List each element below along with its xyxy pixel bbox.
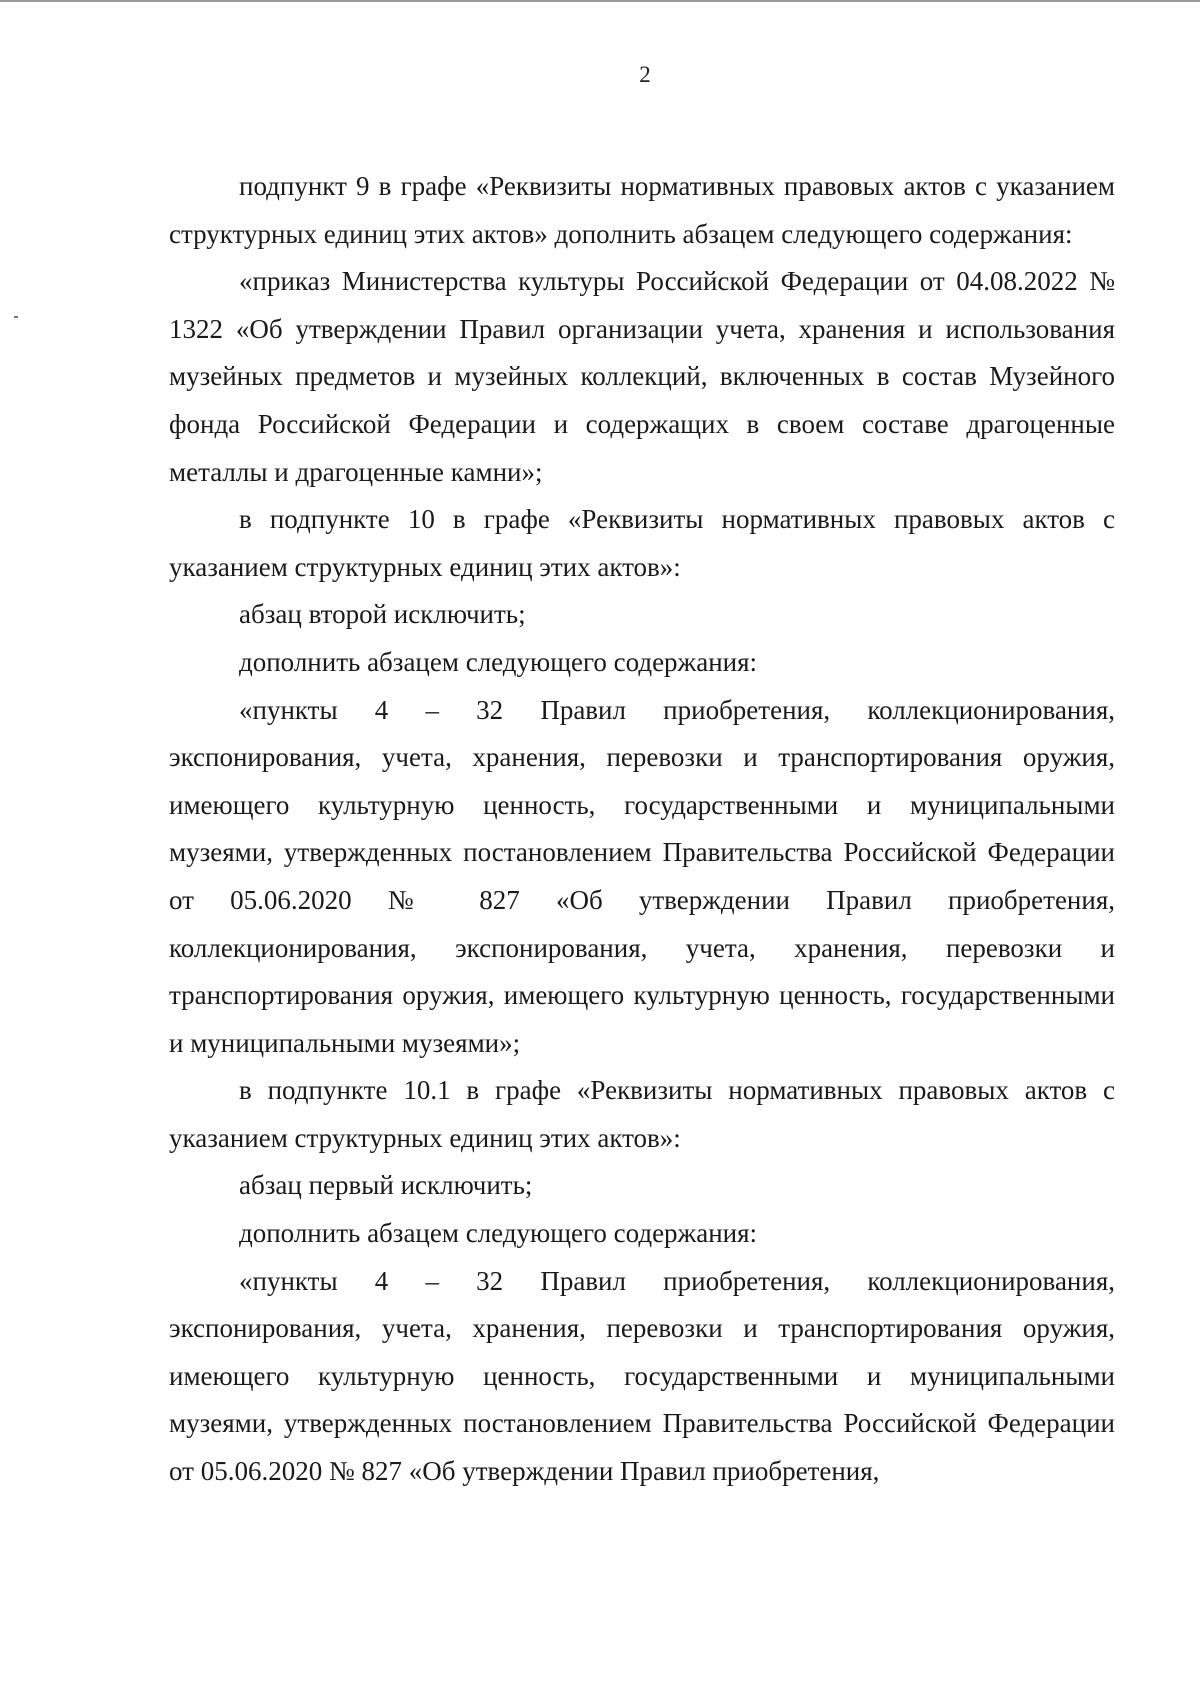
paragraph-subitem-9: подпункт 9 в графе «Реквизиты нормативных правовых актов с указанием структурных единиц этих актов» дополнить абзацем следующего содержания: <box>169 171 1115 249</box>
page-number: 2 <box>639 62 651 87</box>
paragraph-subitem-10-1: в подпункте 10.1 в графе «Реквизиты нормативных правовых актов с указанием структурных единиц этих актов»: <box>169 1075 1115 1153</box>
paragraph-supplement-1: дополнить абзацем следующего содержания: <box>239 646 758 677</box>
scan-margin-mark <box>14 316 18 318</box>
scan-top-edge <box>0 0 1200 2</box>
paragraph-supplement-2: дополнить абзацем следующего содержания: <box>239 1218 758 1249</box>
paragraph-exclude-second: абзац второй исключить; <box>239 599 526 630</box>
document-body <box>169 163 1115 1496</box>
paragraph-rules-827-a: «пункты 4 – 32 Правил приобретения, коллекционирования, экспонирования, учета, хранения, перевозки и транспортирования оружия, имеющего культурную ценность, государственными и муниципальными музеями, утвержденных постановлением Правительства Российской Федерации от 05.06.2020 № 827 «Об утверждении Правил приобретения, коллекционирования, экспонирования, учета, хранения, перевозки и транспортирования оружия, имеющего культурную ценность, государственными и муниципальными музеями»; <box>169 694 1115 1058</box>
paragraph-order-1322: «приказ Министерства культуры Российской Федерации от 04.08.2022 № 1322 «Об утверждении Правил организации учета, хранения и использования музейных предметов и музейных коллекций, включенных в состав Музейного фонда Российской Федерации и содержащих в своем составе драгоценные металлы и драгоценные камни»; <box>169 266 1115 487</box>
paragraph-exclude-first: абзац первый исключить; <box>239 1170 533 1201</box>
paragraph-subitem-10: в подпункте 10 в графе «Реквизиты нормативных правовых актов с указанием структурных единиц этих актов»: <box>169 504 1115 582</box>
paragraph-rules-827-b: «пункты 4 – 32 Правил приобретения, коллекционирования, экспонирования, учета, хранения, перевозки и транспортирования оружия, имеющего культурную ценность, государственными и муниципальными музеями, утвержденных постановлением Правительства Российской Федерации от 05.06.2020 № 827 «Об утверждении Правил приобретения, <box>169 1265 1115 1487</box>
